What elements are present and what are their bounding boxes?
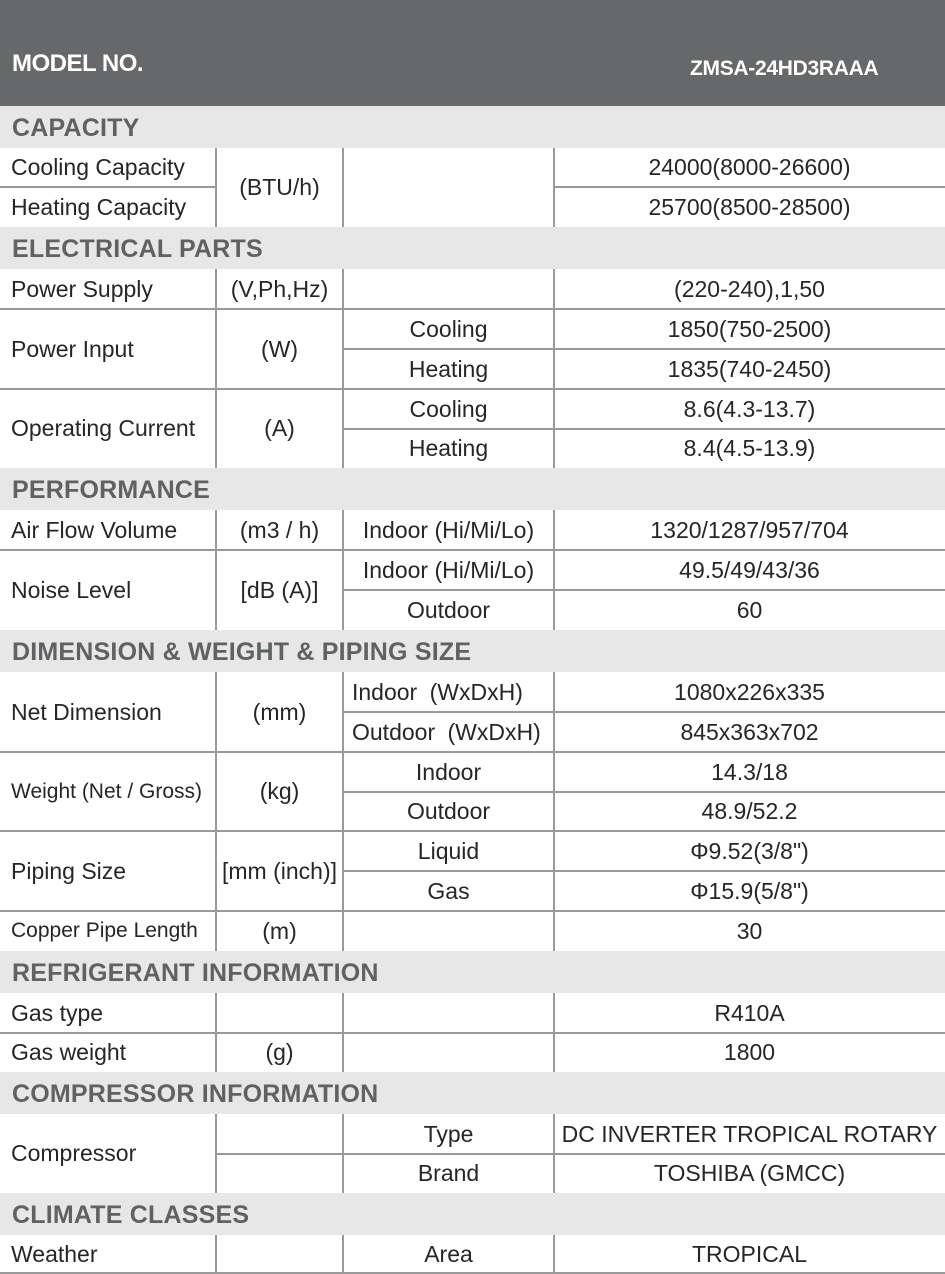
table-rule	[0, 549, 945, 551]
model-number: ZMSA-24HD3RAAA	[690, 57, 879, 80]
power-input-cooling-value: 1850(750-2500)	[554, 309, 945, 349]
table-rule	[342, 672, 344, 951]
current-heating-value: 8.4(4.5-13.9)	[554, 429, 945, 468]
power-supply-label: Power Supply	[0, 269, 216, 309]
noise-indoor-label: Indoor (Hi/Mi/Lo)	[343, 550, 554, 590]
compressor-label: Compressor	[0, 1114, 216, 1193]
heating-capacity-label: Heating Capacity	[0, 188, 216, 227]
table-rule	[215, 1235, 217, 1274]
table-rule	[553, 510, 555, 630]
noise-level-unit: [dB (A)]	[216, 550, 343, 630]
piping-gas-value: Φ15.9(5/8")	[554, 871, 945, 911]
power-input-heating-label: Heating	[343, 349, 554, 389]
gas-weight-unit: (g)	[216, 1033, 343, 1072]
model-label: MODEL NO.	[12, 50, 144, 77]
gas-type-value: R410A	[554, 993, 945, 1033]
table-rule	[343, 589, 945, 591]
table-rule	[215, 993, 217, 1072]
table-rule	[342, 1235, 344, 1274]
power-input-label: Power Input	[0, 309, 216, 389]
section-electrical-parts: ELECTRICAL PARTS	[0, 227, 945, 269]
compressor-type-label: Type	[343, 1114, 554, 1154]
current-cooling-label: Cooling	[343, 389, 554, 429]
current-cooling-value: 8.6(4.3-13.7)	[554, 389, 945, 429]
net-indoor-label: Indoor (WxDxH)	[343, 672, 554, 712]
capacity-unit: (BTU/h)	[216, 148, 343, 227]
air-flow-value: 1320/1287/957/704	[554, 510, 945, 550]
copper-pipe-value: 30	[554, 911, 945, 951]
noise-level-label: Noise Level	[0, 550, 216, 630]
table-rule	[0, 388, 945, 390]
table-rule	[343, 791, 945, 793]
table-rule	[215, 269, 217, 468]
copper-pipe-unit: (m)	[216, 911, 343, 951]
table-rule	[343, 711, 945, 713]
table-rule	[342, 269, 344, 468]
cooling-capacity-label: Cooling Capacity	[0, 148, 216, 187]
table-rule	[553, 993, 555, 1072]
operating-current-unit: (A)	[216, 389, 343, 468]
table-rule	[215, 148, 217, 227]
table-rule	[553, 148, 555, 227]
noise-indoor-value: 49.5/49/43/36	[554, 550, 945, 590]
air-flow-sub-label: Indoor (Hi/Mi/Lo)	[343, 510, 554, 550]
piping-gas-label: Gas	[343, 871, 554, 911]
weather-label: Weather	[0, 1235, 216, 1274]
weight-outdoor-label: Outdoor	[343, 792, 554, 831]
operating-current-label: Operating Current	[0, 389, 216, 468]
table-rule	[342, 148, 344, 227]
cooling-capacity-value: 24000(8000-26600)	[554, 148, 945, 187]
table-rule	[343, 428, 945, 430]
table-rule	[343, 870, 945, 872]
copper-pipe-empty	[343, 911, 554, 951]
power-input-cooling-label: Cooling	[343, 309, 554, 349]
weight-unit: (kg)	[216, 752, 343, 831]
table-rule	[342, 1114, 344, 1193]
table-rule	[343, 348, 945, 350]
section-performance: PERFORMANCE	[0, 468, 945, 510]
net-outdoor-value: 845x363x702	[554, 712, 945, 752]
heating-capacity-value: 25700(8500-28500)	[554, 188, 945, 227]
net-indoor-value: 1080x226x335	[554, 672, 945, 712]
weight-indoor-label: Indoor	[343, 752, 554, 792]
air-flow-label: Air Flow Volume	[0, 510, 216, 550]
compressor-type-value: DC INVERTER TROPICAL ROTARY	[554, 1114, 945, 1154]
table-rule	[215, 510, 217, 630]
net-dimension-unit: (mm)	[216, 672, 343, 752]
power-input-heating-value: 1835(740-2450)	[554, 349, 945, 389]
section-dimension: DIMENSION & WEIGHT & PIPING SIZE	[0, 630, 945, 672]
table-rule	[0, 830, 945, 832]
table-rule	[553, 269, 555, 468]
table-rule	[0, 910, 945, 912]
piping-size-label: Piping Size	[0, 831, 216, 911]
table-rule	[553, 1235, 555, 1274]
area-value: TROPICAL	[554, 1235, 945, 1274]
power-supply-value: (220-240),1,50	[554, 269, 945, 309]
power-input-unit: (W)	[216, 309, 343, 389]
noise-outdoor-label: Outdoor	[343, 590, 554, 630]
table-rule	[554, 186, 945, 188]
table-rule	[0, 1032, 945, 1034]
model-header	[0, 0, 945, 106]
compressor-brand-label: Brand	[343, 1154, 554, 1193]
weight-label: Weight (Net / Gross)	[0, 752, 216, 831]
gas-weight-label: Gas weight	[0, 1033, 216, 1072]
section-refrigerant: REFRIGERANT INFORMATION	[0, 951, 945, 993]
power-supply-unit: (V,Ph,Hz)	[216, 269, 343, 309]
table-rule	[342, 510, 344, 630]
table-rule	[0, 186, 216, 188]
weight-indoor-value: 14.3/18	[554, 752, 945, 792]
table-rule	[0, 751, 945, 753]
gas-type-label: Gas type	[0, 993, 216, 1033]
table-rule	[553, 672, 555, 951]
weight-outdoor-value: 48.9/52.2	[554, 792, 945, 831]
piping-liquid-label: Liquid	[343, 831, 554, 871]
net-outdoor-label: Outdoor (WxDxH)	[343, 712, 554, 752]
table-rule	[215, 1114, 217, 1193]
table-rule	[553, 1114, 555, 1193]
table-rule	[342, 993, 344, 1072]
section-capacity: CAPACITY	[0, 106, 945, 148]
section-climate: CLIMATE CLASSES	[0, 1193, 945, 1235]
piping-liquid-value: Φ9.52(3/8")	[554, 831, 945, 871]
table-rule	[0, 308, 945, 310]
table-rule	[215, 672, 217, 951]
net-dimension-label: Net Dimension	[0, 672, 216, 752]
section-compressor: COMPRESSOR INFORMATION	[0, 1072, 945, 1114]
table-rule	[216, 1153, 945, 1155]
air-flow-unit: (m3 / h)	[216, 510, 343, 550]
copper-pipe-label: Copper Pipe Length	[0, 911, 216, 951]
current-heating-label: Heating	[343, 429, 554, 468]
compressor-brand-value: TOSHIBA (GMCC)	[554, 1154, 945, 1193]
area-label: Area	[343, 1235, 554, 1274]
piping-size-unit: [mm (inch)]	[216, 831, 343, 911]
noise-outdoor-value: 60	[554, 590, 945, 630]
gas-weight-value: 1800	[554, 1033, 945, 1072]
